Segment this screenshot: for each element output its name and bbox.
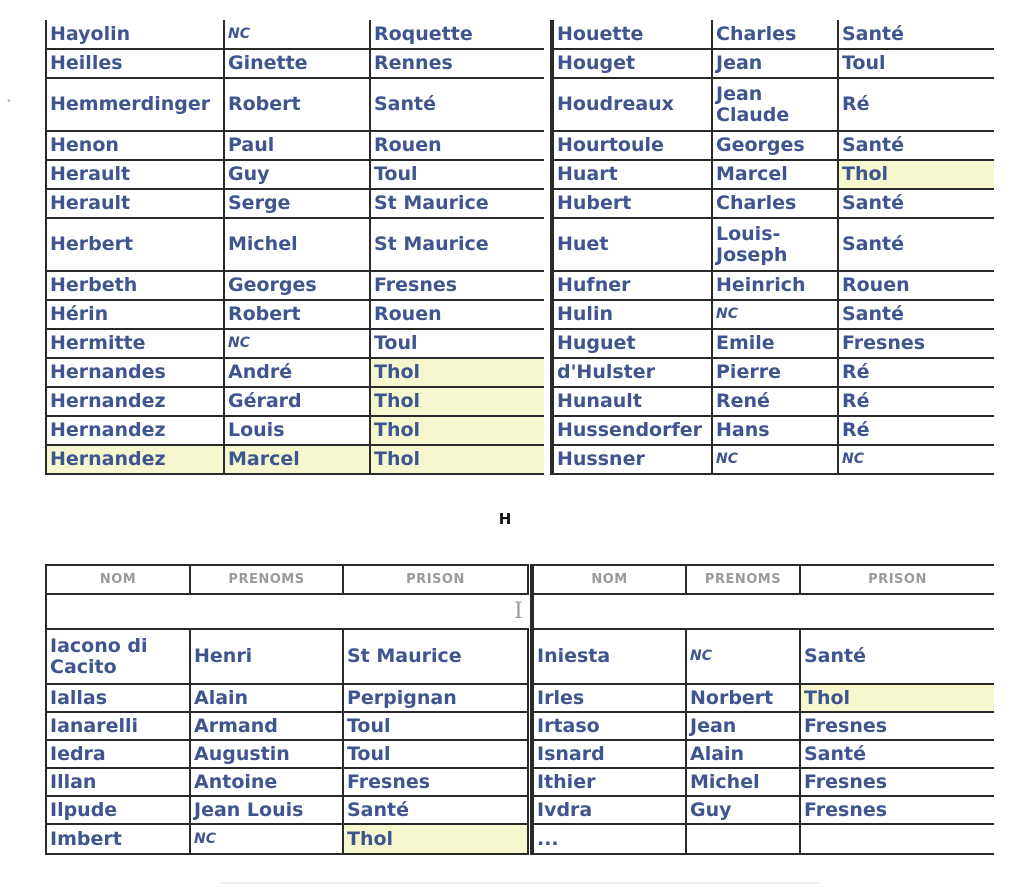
table-row [552, 49, 994, 78]
cell-prenom: NC [190, 824, 343, 854]
cell-prison: Rouen [370, 300, 544, 329]
cell-nom: Henon [46, 131, 224, 160]
table-h-left [45, 20, 544, 475]
header-nom: NOM [46, 565, 190, 594]
cell-prenom: Emile [712, 329, 838, 358]
table-row [552, 189, 994, 218]
header-prenoms: PRENOMS [686, 565, 800, 594]
cell-prison: NC [838, 445, 994, 474]
cell-nom: Houdreaux [552, 78, 712, 131]
cell-prenom: Michel [224, 218, 370, 271]
cell-prison: Thol [370, 387, 544, 416]
table-row [46, 796, 528, 824]
cell-prenom: Guy [686, 796, 800, 824]
cell-nom: Hernandez [46, 387, 224, 416]
cell-nom: Huart [552, 160, 712, 189]
cell-prison: Toul [343, 712, 528, 740]
table-row [46, 329, 544, 358]
header-prison: PRISON [343, 565, 528, 594]
cell-nom: d'Hulster [552, 358, 712, 387]
cell-prison: Ré [838, 78, 994, 131]
table-row [552, 416, 994, 445]
cell-prenom: Gérard [224, 387, 370, 416]
cell-prison: Rouen [838, 271, 994, 300]
scan-mark: • [6, 96, 12, 107]
cell-nom: Hourtoule [552, 131, 712, 160]
cell-nom: Huguet [552, 329, 712, 358]
cell-prenom: Louis-Joseph [712, 218, 838, 271]
table-row [552, 300, 994, 329]
cell-nom: Ithier [532, 768, 686, 796]
cell-nom: Hernandes [46, 358, 224, 387]
cell-nom: ... [532, 824, 686, 854]
cell-prenom: Jean [712, 49, 838, 78]
header-nom: NOM [532, 565, 686, 594]
cell-prenom: Guy [224, 160, 370, 189]
cell-prenom: Georges [224, 271, 370, 300]
cell-prenom: René [712, 387, 838, 416]
section-letter-i: I [514, 599, 523, 624]
cell-nom: Herault [46, 160, 224, 189]
cell-prenom: Norbert [686, 684, 800, 712]
table-row [532, 768, 994, 796]
cell-nom: Hayolin [46, 20, 224, 49]
cell-nom: Imbert [46, 824, 190, 854]
table-row [552, 445, 994, 474]
table-row [552, 131, 994, 160]
cell-prenom: Augustin [190, 740, 343, 768]
cell-nom: Herault [46, 189, 224, 218]
cell-prison: Perpignan [343, 684, 528, 712]
table-row [552, 160, 994, 189]
table-row [46, 20, 544, 49]
cell-nom: Hubert [552, 189, 712, 218]
table-row [532, 796, 994, 824]
cell-prison: Thol [838, 160, 994, 189]
cell-nom: Ianarelli [46, 712, 190, 740]
cell-prison: Thol [343, 824, 528, 854]
cell-prenom: Marcel [224, 445, 370, 474]
cell-prenom: Henri [190, 629, 343, 684]
table-row [46, 416, 544, 445]
table-row [46, 387, 544, 416]
cell-prison: Fresnes [370, 271, 544, 300]
cell-prison: Ré [838, 358, 994, 387]
cell-nom: Iallas [46, 684, 190, 712]
table-row [46, 78, 544, 131]
section-letter-h: H [498, 510, 512, 528]
cell-prison [800, 824, 994, 854]
cell-prenom: NC [712, 445, 838, 474]
cell-prison: St Maurice [343, 629, 528, 684]
cell-prenom: Serge [224, 189, 370, 218]
cell-prison: Roquette [370, 20, 544, 49]
cell-prenom: Robert [224, 78, 370, 131]
cell-prison: Toul [370, 329, 544, 358]
cell-prenom: Marcel [712, 160, 838, 189]
table-row [552, 329, 994, 358]
cell-prison: Santé [838, 218, 994, 271]
cell-nom: Hérin [46, 300, 224, 329]
cell-nom: Hussner [552, 445, 712, 474]
cell-prenom: NC [712, 300, 838, 329]
cell-prenom: Georges [712, 131, 838, 160]
cell-nom: Iniesta [532, 629, 686, 684]
table-row [46, 131, 544, 160]
cell-prenom: Armand [190, 712, 343, 740]
cell-prison: Ré [838, 387, 994, 416]
cell-nom: Hemmerdinger [46, 78, 224, 131]
table-h-right [550, 20, 994, 475]
cell-prenom: Hans [712, 416, 838, 445]
table-row [46, 824, 528, 854]
cell-prison: Thol [370, 358, 544, 387]
cell-prison: Thol [800, 684, 994, 712]
cell-prenom: NC [686, 629, 800, 684]
cell-prenom: Paul [224, 131, 370, 160]
cell-prison: Ré [838, 416, 994, 445]
table-row [46, 49, 544, 78]
cell-nom: Huet [552, 218, 712, 271]
cell-prison: Fresnes [800, 796, 994, 824]
cell-nom: Iacono di Cacito [46, 629, 190, 684]
cell-nom: Hunault [552, 387, 712, 416]
cell-nom: Hernandez [46, 445, 224, 474]
cell-nom: Ivdra [532, 796, 686, 824]
cell-nom: Ilpude [46, 796, 190, 824]
cell-nom: Herbert [46, 218, 224, 271]
header-prenoms: PRENOMS [190, 565, 343, 594]
cell-prenom: Ginette [224, 49, 370, 78]
cell-prison: Thol [370, 445, 544, 474]
table-row [46, 445, 544, 474]
table-row [46, 768, 528, 796]
table-row [552, 218, 994, 271]
cell-prison: Toul [370, 160, 544, 189]
cell-prenom: Jean Claude [712, 78, 838, 131]
table-row [46, 300, 544, 329]
table-row [46, 218, 544, 271]
cell-prison: Fresnes [343, 768, 528, 796]
cell-prison: St Maurice [370, 218, 544, 271]
table-row [46, 740, 528, 768]
cell-prison: Fresnes [838, 329, 994, 358]
table-row [552, 20, 994, 49]
cell-prison: Santé [370, 78, 544, 131]
cell-prenom: Robert [224, 300, 370, 329]
cell-prenom: Charles [712, 189, 838, 218]
cell-nom: Hermitte [46, 329, 224, 358]
table-row [532, 712, 994, 740]
cell-prenom: Jean [686, 712, 800, 740]
cell-nom: Herbeth [46, 271, 224, 300]
cell-prison: Fresnes [800, 768, 994, 796]
cell-prenom: Louis [224, 416, 370, 445]
cell-prenom: Charles [712, 20, 838, 49]
table-row [552, 78, 994, 131]
cell-prenom: Pierre [712, 358, 838, 387]
cell-prison: Toul [343, 740, 528, 768]
cell-nom: Heilles [46, 49, 224, 78]
cell-nom: Isnard [532, 740, 686, 768]
cell-nom: Irtaso [532, 712, 686, 740]
table-row [46, 684, 528, 712]
cell-prenom [686, 824, 800, 854]
cell-prenom: Heinrich [712, 271, 838, 300]
cell-prison: Santé [800, 740, 994, 768]
table-row [532, 740, 994, 768]
cell-prenom: Alain [686, 740, 800, 768]
table-row [46, 629, 528, 684]
table-row [552, 271, 994, 300]
cell-prison: Toul [838, 49, 994, 78]
cell-nom: Iedra [46, 740, 190, 768]
cell-prenom: Alain [190, 684, 343, 712]
table-row [552, 358, 994, 387]
table-row [532, 684, 994, 712]
cell-nom: Houget [552, 49, 712, 78]
cell-nom: Hernandez [46, 416, 224, 445]
cell-prenom: NC [224, 329, 370, 358]
cell-prenom: NC [224, 20, 370, 49]
cell-prison: Santé [800, 629, 994, 684]
header-row [46, 565, 528, 594]
cell-prenom: Michel [686, 768, 800, 796]
table-row [552, 387, 994, 416]
cell-prison: Fresnes [800, 712, 994, 740]
cell-prenom: André [224, 358, 370, 387]
cell-nom: Illan [46, 768, 190, 796]
cell-prison: Santé [838, 300, 994, 329]
cell-nom: Irles [532, 684, 686, 712]
table-row [46, 712, 528, 740]
cell-prison: Rouen [370, 131, 544, 160]
header-row [532, 565, 994, 594]
cell-nom: Hufner [552, 271, 712, 300]
table-row [46, 160, 544, 189]
header-prison: PRISON [800, 565, 994, 594]
cell-prison: St Maurice [370, 189, 544, 218]
table-row [46, 358, 544, 387]
table-row [532, 629, 994, 684]
divider [220, 882, 820, 884]
cell-nom: Hulin [552, 300, 712, 329]
table-row [532, 824, 994, 854]
cell-prison: Santé [838, 131, 994, 160]
cell-prenom: Antoine [190, 768, 343, 796]
table-row [46, 189, 544, 218]
cell-nom: Houette [552, 20, 712, 49]
cell-prison: Rennes [370, 49, 544, 78]
cell-prison: Thol [370, 416, 544, 445]
cell-prison: Santé [838, 189, 994, 218]
cell-prison: Santé [343, 796, 528, 824]
table-row [46, 271, 544, 300]
cell-prenom: Jean Louis [190, 796, 343, 824]
cell-nom: Hussendorfer [552, 416, 712, 445]
cell-prison: Santé [838, 20, 994, 49]
